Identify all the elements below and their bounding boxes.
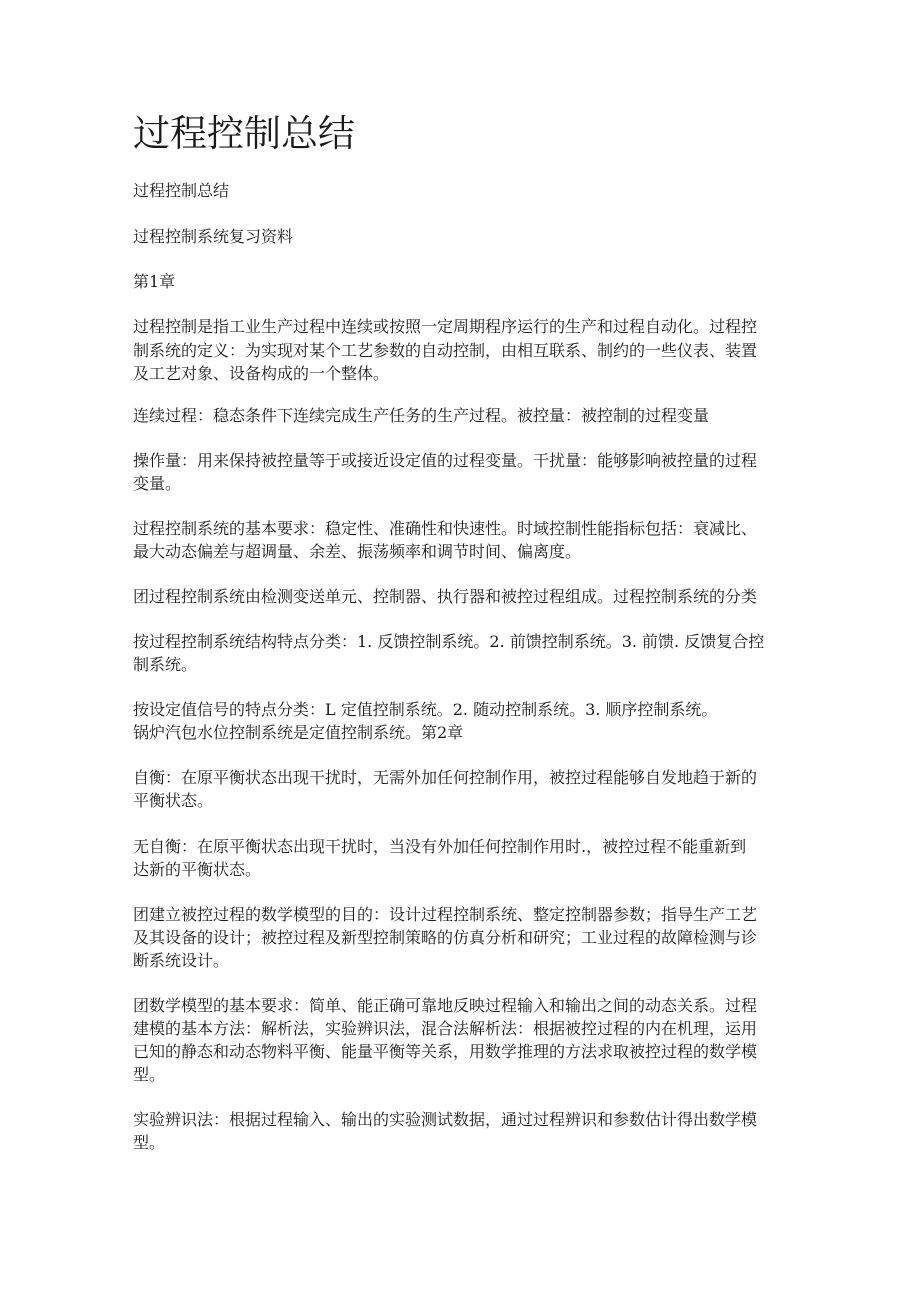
doc-line: 连续过程：稳态条件下连续完成生产任务的生产过程。被控量：被控制的过程变量 xyxy=(133,406,710,425)
doc-line: 达新的平衡状态。 xyxy=(133,860,262,879)
doc-line: 型。 xyxy=(133,1133,166,1152)
doc-line: 建模的基本方法：解析法，实验辨识法，混合法解析法：根据被控过程的内在机理，运用 xyxy=(133,1019,758,1038)
doc-line: 过程控制系统的基本要求：稳定性、准确性和快速性。时域控制性能指标包括：衰减比、 xyxy=(133,519,758,538)
doc-line: 及其设备的设计；被控过程及新型控制策略的仿真分析和研究；工业过程的故障检测与诊 xyxy=(133,928,758,947)
doc-line: 已知的静态和动态物料平衡、能量平衡等关系，用数学推理的方法求取被控过程的数学模 xyxy=(133,1042,758,1061)
doc-line: 团建立被控过程的数学模型的目的：设计过程控制系统、整定控制器参数；指导生产工艺 xyxy=(133,905,758,924)
doc-line: 制系统的定义：为实现对某个工艺参数的自动控制，由相互联系、制约的一些仪表、装置 xyxy=(133,341,758,360)
doc-line: 按过程控制系统结构特点分类：1. 反馈控制系统。2. 前馈控制系统。3. 前馈. 反馈复合控 xyxy=(133,632,765,651)
doc-line: 第1章 xyxy=(133,272,176,291)
doc-line: 制系统。 xyxy=(133,655,198,674)
doc-line: 团过程控制系统由检测变送单元、控制器、执行器和被控过程组成。过程控制系统的分类 xyxy=(133,587,758,606)
doc-line: 变量。 xyxy=(133,474,182,493)
doc-line: 操作量：用来保持被控量等于或接近设定值的过程变量。干扰量：能够影响被控量的过程 xyxy=(133,451,758,470)
doc-line: 过程控制总结 xyxy=(133,181,230,200)
doc-line: 团数学模型的基本要求：简单、能正确可靠地反映过程输入和输出之间的动态关系。过程 xyxy=(133,996,758,1015)
doc-line: 型。 xyxy=(133,1065,166,1084)
doc-line: 按设定值信号的特点分类：L 定值控制系统。2. 随动控制系统。3. 顺序控制系统。 xyxy=(133,700,718,719)
doc-line: 断系统设计。 xyxy=(133,951,230,970)
doc-line: 及工艺对象、设备构成的一个整体。 xyxy=(133,364,390,383)
doc-line: 自衡：在原平衡状态出现干扰时，无需外加任何控制作用，被控过程能够自发地趋于新的 xyxy=(133,768,758,787)
doc-line: 最大动态偏差与超调量、余差、振荡频率和调节时间、偏离度。 xyxy=(133,542,582,561)
doc-line: 过程控制系统复习资料 xyxy=(133,227,294,246)
doc-line: 实验辨识法：根据过程输入、输出的实验测试数据，通过过程辨识和参数估计得出数学模 xyxy=(133,1110,758,1129)
doc-line: 平衡状态。 xyxy=(133,791,214,810)
doc-line: 锅炉汽包水位控制系统是定值控制系统。第2章 xyxy=(133,723,464,742)
document-title: 过程控制总结 xyxy=(133,112,355,155)
doc-line: 过程控制是指工业生产过程中连续或按照一定周期程序运行的生产和过程自动化。过程控 xyxy=(133,317,758,336)
doc-line: 无自衡：在原平衡状态出现干扰时，当没有外加任何控制作用时.，被控过程不能重新到 xyxy=(133,837,747,856)
